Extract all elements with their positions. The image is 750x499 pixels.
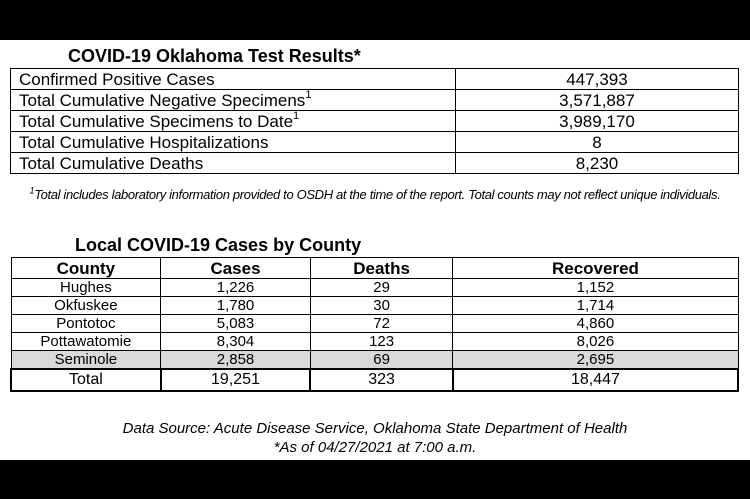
as-of-date: *As of 04/27/2021 at 7:00 a.m.: [273, 439, 477, 456]
table-row: [11, 153, 739, 174]
table-row: [11, 297, 738, 315]
recovered-cell: 1,152: [453, 279, 738, 297]
deaths-cell: 30: [310, 297, 453, 315]
cases-cell: 8,304: [161, 333, 311, 351]
table-row-highlighted: [11, 351, 738, 370]
county-cell: Pottawatomie: [11, 333, 161, 351]
test-results-table: [10, 68, 739, 174]
total-label: Total: [11, 369, 161, 391]
header-row: [11, 258, 738, 279]
recovered-cell: 1,714: [453, 297, 738, 315]
table-row: [11, 90, 739, 111]
table-row: [11, 132, 739, 153]
recovered-cell: 4,860: [453, 315, 738, 333]
total-cases: 19,251: [161, 369, 311, 391]
county-title: Local COVID-19 Cases by County: [75, 235, 362, 255]
cases-cell: 1,226: [161, 279, 311, 297]
cases-cell: 5,083: [161, 315, 311, 333]
table-row: [11, 315, 738, 333]
row-value: 3,571,887: [456, 90, 739, 111]
deaths-cell: 123: [310, 333, 453, 351]
table-row: [11, 111, 739, 132]
row-label: Total Cumulative Hospitalizations: [11, 132, 456, 153]
report-sheet: [0, 40, 750, 460]
county-cell: Pontotoc: [11, 315, 161, 333]
footnote: $^1$Total includes laboratory information provided to OSDH at the time of the report. Total counts may not reflect unique individuals.: [29, 185, 721, 202]
county-cell: Seminole: [11, 351, 161, 370]
total-recovered: 18,447: [453, 369, 738, 391]
recovered-cell: 8,026: [453, 333, 738, 351]
row-value: 8,230: [456, 153, 739, 174]
row-label: Total Cumulative Deaths: [11, 153, 456, 174]
total-row: [11, 369, 738, 391]
county-table: [10, 257, 739, 392]
column-header: Recovered: [453, 258, 738, 279]
column-header: Cases: [161, 258, 311, 279]
deaths-cell: 29: [310, 279, 453, 297]
column-header: Deaths: [310, 258, 453, 279]
table-row: [11, 279, 738, 297]
deaths-cell: 69: [310, 351, 453, 370]
test-results-title: COVID-19 Oklahoma Test Results*: [68, 46, 361, 66]
row-value: 3,989,170: [456, 111, 739, 132]
table-row: [11, 69, 739, 90]
column-header: County: [11, 258, 161, 279]
county-cell: Hughes: [11, 279, 161, 297]
deaths-cell: 72: [310, 315, 453, 333]
recovered-cell: 2,695: [453, 351, 738, 370]
cases-cell: 1,780: [161, 297, 311, 315]
row-label: Total Cumulative Specimens to Date$^1$: [11, 111, 456, 132]
cases-cell: 2,858: [161, 351, 311, 370]
table-row: [11, 333, 738, 351]
data-source: Data Source: Acute Disease Service, Oklahoma State Department of Health: [122, 420, 628, 437]
row-label: Confirmed Positive Cases: [11, 69, 456, 90]
row-value: 8: [456, 132, 739, 153]
row-value: 447,393: [456, 69, 739, 90]
total-deaths: 323: [310, 369, 453, 391]
county-cell: Okfuskee: [11, 297, 161, 315]
row-label: Total Cumulative Negative Specimens$^1$: [11, 90, 456, 111]
